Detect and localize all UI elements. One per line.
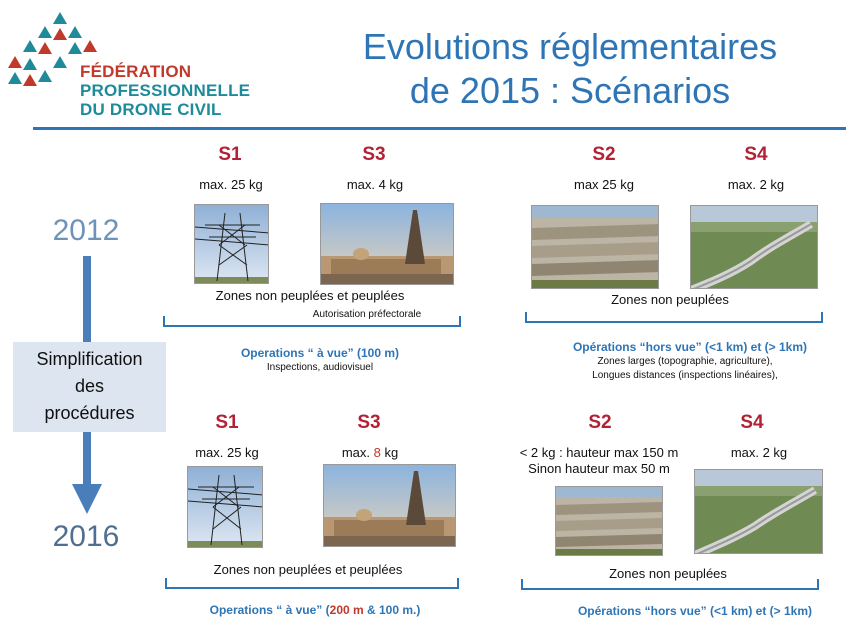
- pylon-image: [194, 204, 269, 284]
- pipeline-image-bottom: [694, 469, 823, 554]
- top-right-ops-sub-2: Longues distances (inspections linéaires),: [592, 370, 778, 381]
- bottom-s3-label: S3: [357, 412, 381, 433]
- top-left-authorisation: Autorisation préfectorale: [312, 309, 422, 320]
- page-title-line-2: de 2015 : Scénarios: [409, 70, 731, 111]
- top-s3-mass: max. 4 kg: [346, 177, 404, 192]
- bottom-s4-mass: max. 2 kg: [730, 445, 788, 460]
- bottom-left-ops: [170, 603, 460, 617]
- simplification-line-3: procédures: [44, 403, 135, 423]
- top-s1-label: S1: [218, 144, 242, 165]
- page-title-line-1: Evolutions réglementaires: [362, 26, 778, 67]
- logo: [5, 10, 265, 119]
- bottom-s3-mass: [300, 445, 440, 460]
- top-s4-mass: max. 2 kg: [727, 177, 785, 192]
- quarry-image: [531, 205, 659, 289]
- bottom-left-ops-prefix: Operations “ à vue” (: [209, 603, 330, 617]
- year-start: 2012: [52, 214, 120, 247]
- top-right-zones: Zones non peuplées: [611, 292, 729, 307]
- pylon-image-bottom: [187, 466, 263, 548]
- simplification-line-2: des: [74, 376, 105, 396]
- top-right-bracket: [524, 312, 824, 328]
- top-left-bracket: [162, 316, 462, 332]
- bottom-s2-mass-line-2: Sinon hauteur max 50 m: [528, 461, 670, 476]
- simplification-line-1: Simplification: [36, 349, 143, 369]
- logo-line-3: DU DRONE CIVIL: [80, 100, 222, 119]
- bottom-s4-label: S4: [740, 412, 764, 433]
- bottom-s2-mass-line-1: < 2 kg : hauteur max 150 m: [519, 445, 679, 460]
- bottom-s2-label: S2: [588, 412, 612, 433]
- top-left-ops: Operations “ à vue” (100 m): [240, 346, 400, 360]
- top-s2-mass: max 25 kg: [574, 177, 634, 192]
- pipeline-image: [690, 205, 818, 289]
- quarry-image-bottom: [555, 486, 663, 556]
- paris-image-bottom: [323, 464, 456, 547]
- top-right-ops-sub-1: Zones larges (topographie, agriculture),: [597, 356, 773, 367]
- bottom-s3-mass-prefix: max.: [341, 445, 374, 460]
- top-s4-label: S4: [744, 144, 768, 165]
- top-s1-mass: max. 25 kg: [199, 177, 263, 192]
- bottom-left-ops-highlight: 200 m: [329, 603, 364, 617]
- bottom-s1-mass: max. 25 kg: [195, 445, 259, 460]
- page-title: [290, 25, 850, 113]
- bottom-s3-mass-suffix: kg: [380, 445, 399, 460]
- year-end: 2016: [52, 520, 120, 553]
- top-s2-label: S2: [592, 144, 616, 165]
- bottom-right-bracket: [520, 579, 820, 595]
- title-divider: [33, 127, 846, 130]
- bottom-s3-mass-highlight: 8: [373, 445, 381, 460]
- top-right-ops: Opérations “hors vue” (<1 km) et (> 1km): [572, 340, 808, 354]
- bottom-s1-label: S1: [215, 412, 239, 433]
- bottom-right-zones: Zones non peuplées: [609, 566, 727, 581]
- top-s3-label: S3: [362, 144, 386, 165]
- logo-line-2: PROFESSIONNELLE: [80, 81, 251, 100]
- top-left-ops-sub: Inspections, audiovisuel: [266, 362, 374, 373]
- bottom-left-zones: Zones non peuplées et peuplées: [213, 562, 403, 577]
- simplification-box: [13, 342, 166, 432]
- logo-line-1: FÉDÉRATION: [80, 62, 192, 81]
- bottom-left-bracket: [164, 578, 460, 594]
- paris-image: [320, 203, 454, 285]
- top-left-zones: Zones non peuplées et peuplées: [215, 288, 405, 303]
- bottom-left-ops-suffix: & 100 m.): [363, 603, 421, 617]
- bottom-right-ops: Opérations “hors vue” (<1 km) et (> 1km): [577, 604, 813, 618]
